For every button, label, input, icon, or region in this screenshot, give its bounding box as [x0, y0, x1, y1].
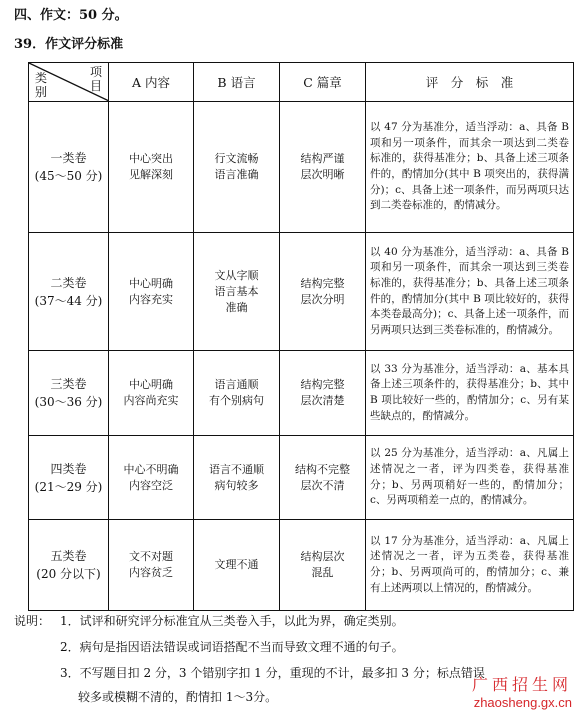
structure-cell: 结构严谨 层次明晰 — [280, 102, 366, 233]
col-header-c: C 篇章 — [280, 63, 366, 102]
col-header-criteria: 评 分 标 准 — [366, 63, 574, 102]
criteria-cell: 以 25 分为基准分，适当浮动：a、凡属上述情况之一者，评为四类卷，获得基准分；b、另两项稍好一些的，酌情加分；c、另两项稍差一点的，酌情减分。 — [366, 436, 574, 520]
language-cell: 文从字顺 语言基本 准确 — [194, 233, 280, 351]
table-header-row — [29, 63, 574, 102]
col-header-b: B 语言 — [194, 63, 280, 102]
corner-bottom-label: 类 别 — [35, 71, 48, 99]
corner-header — [29, 63, 109, 102]
content-cell: 中心明确 内容充实 — [109, 233, 194, 351]
language-cell: 语言不通顺 病句较多 — [194, 436, 280, 520]
language-cell: 文理不通 — [194, 520, 280, 611]
note-item: 1．试评和研究评分标准宜从三类卷入手，以此为界，确定类别。 — [60, 614, 404, 628]
language-cell: 语言通顺 有个别病句 — [194, 351, 280, 436]
table-row — [29, 520, 574, 611]
watermark-name: 广西招生网 — [471, 677, 572, 694]
criteria-cell: 以 17 分为基准分，适当浮动：a、凡属上述情况之一者，评为五类卷，获得基准分；b、另两项尚可的，酌情加分；c、兼有上述两项以上情况的，酌情减分。 — [366, 520, 574, 611]
watermark-url: zhaosheng.gx.cn — [473, 695, 572, 710]
table-row — [29, 233, 574, 351]
corner-top-label: 项 目 — [89, 65, 102, 93]
content-cell: 文不对题 内容贫乏 — [109, 520, 194, 611]
table-row — [29, 436, 574, 520]
category-cell: 一类卷 (45～50 分) — [29, 102, 109, 233]
note-item: 较多或模糊不清的，酌情扣 1～3分。 — [78, 690, 278, 704]
criteria-cell: 以 40 分为基准分，适当浮动：a、具备 B 项和另一项条件，而其余一项达到三类卷标准的，获得基准分；b、具备上述三项条件的，酌情加分(其中 B 项比较好的，获得本类卷最高分)；c、具备上述一项条件，而另两项只达到三类卷标准的，酌情减分。 — [366, 233, 574, 351]
structure-cell: 结构完整 层次分明 — [280, 233, 366, 351]
note-item: 2．病句是指因语法错误或词语搭配不当而导致文理不通的句子。 — [60, 640, 404, 654]
col-header-a: A 内容 — [109, 63, 194, 102]
item-title: 39．作文评分标准 — [14, 37, 124, 52]
notes-label: 说明： — [14, 614, 51, 628]
structure-cell: 结构完整 层次清楚 — [280, 351, 366, 436]
category-cell: 四类卷 (21～29 分) — [29, 436, 109, 520]
table-row — [29, 351, 574, 436]
scoring-table — [28, 62, 574, 611]
language-cell: 行文流畅 语言准确 — [194, 102, 280, 233]
category-cell: 二类卷 (37～44 分) — [29, 233, 109, 351]
section-title: 四、作文：50 分。 — [14, 8, 128, 23]
table-row — [29, 102, 574, 233]
content-cell: 中心突出 见解深刻 — [109, 102, 194, 233]
content-cell: 中心不明确 内容空泛 — [109, 436, 194, 520]
criteria-cell: 以 33 分为基准分，适当浮动：a、基本具备上述三项条件的，获得基准分；b、其中 B 项比较好一些的，酌情加分；c、另有某些缺点的，酌情减分。 — [366, 351, 574, 436]
criteria-cell: 以 47 分为基准分，适当浮动：a、具备 B 项和另一项条件，而其余一项达到二类卷标准的，获得基准分；b、具备上述三项条件的，酌情加分(其中 B 项突出的，获得满分)；c、具备上述一项条件，而另两项只达到二类卷标准的，酌情减分。 — [366, 102, 574, 233]
category-cell: 五类卷 (20 分以下) — [29, 520, 109, 611]
category-cell: 三类卷 (30～36 分) — [29, 351, 109, 436]
structure-cell: 结构层次 混乱 — [280, 520, 366, 611]
structure-cell: 结构不完整 层次不清 — [280, 436, 366, 520]
content-cell: 中心明确 内容尚充实 — [109, 351, 194, 436]
note-item: 3．不写题目扣 2 分，3 个错别字扣 1 分，重现的不计，最多扣 3 分；标点错误 — [60, 666, 485, 680]
